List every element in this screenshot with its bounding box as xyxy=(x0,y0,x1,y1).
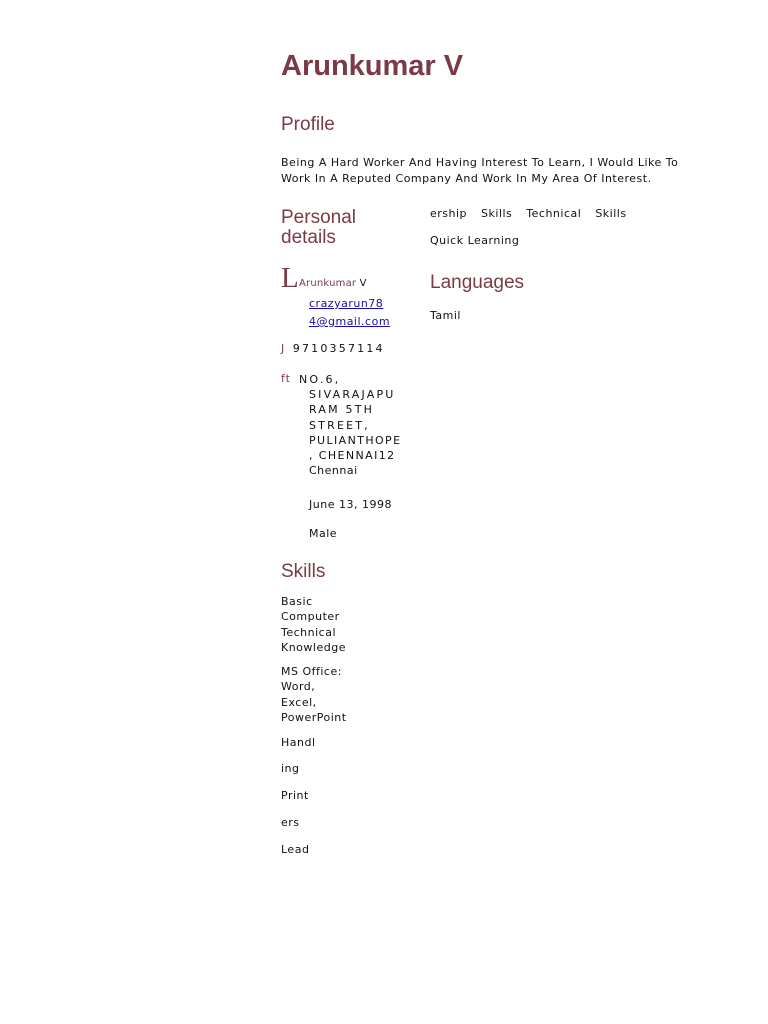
name-initial-glyph: L xyxy=(281,262,299,294)
skill-line: MS Office: xyxy=(281,665,342,678)
gender: Male xyxy=(309,527,338,540)
skill-line: Word, xyxy=(281,680,316,694)
address-line: Chennai xyxy=(309,464,358,478)
profile-text xyxy=(281,155,701,187)
right-skill-word: Skills xyxy=(595,207,627,220)
address-line: PULIANTHOPE xyxy=(309,433,402,447)
address-line: STREET, xyxy=(309,418,370,432)
address-line: SIVARAJAPU xyxy=(309,388,396,401)
profile-text-line: Being A Hard Worker And Having Interest To Learn, I Would Like To xyxy=(281,156,679,169)
languages-heading: Languages xyxy=(430,272,525,293)
address-block xyxy=(309,387,401,479)
personal-heading-line: Personal xyxy=(281,207,356,228)
profile-text-line: Work In A Reputed Company And Work In My Area Of Interest. xyxy=(281,172,652,185)
right-skill-word: ership xyxy=(430,207,468,220)
personal-heading-line: details xyxy=(281,227,336,248)
skill-line: Basic xyxy=(281,595,313,608)
personal-name xyxy=(299,276,367,292)
skill-line: Computer xyxy=(281,610,340,624)
date-of-birth: June 13, 1998 xyxy=(309,498,392,511)
skill-fragment: ers xyxy=(281,816,300,829)
personal-last-name: V xyxy=(359,278,367,289)
skill-line: PowerPoint xyxy=(281,710,347,724)
right-skill-word: Technical xyxy=(526,207,582,220)
address-line: , CHENNAI12 xyxy=(309,449,396,463)
skills-heading: Skills xyxy=(281,561,326,582)
skill-item xyxy=(281,594,346,655)
phone-icon: J xyxy=(281,342,285,355)
skill-fragment: Handl xyxy=(281,736,316,749)
skill-fragment: Print xyxy=(281,789,309,802)
address-line: NO.6, xyxy=(299,373,341,386)
address-first-line xyxy=(299,372,340,388)
quick-learning: Quick Learning xyxy=(430,234,520,247)
skill-fragment: ing xyxy=(281,762,300,775)
skill-line: Knowledge xyxy=(281,640,346,654)
phone-row xyxy=(281,341,385,357)
email-line[interactable]: 4@gmail.com xyxy=(309,315,391,328)
personal-first-name: Arunkumar xyxy=(299,278,357,289)
profile-heading: Profile xyxy=(281,114,335,135)
skill-fragment: Lead xyxy=(281,843,310,856)
skill-item xyxy=(281,664,347,725)
right-skills-line xyxy=(430,206,627,222)
language-item: Tamil xyxy=(430,309,461,322)
personal-details-heading xyxy=(281,208,356,248)
skill-line: Technical xyxy=(281,625,337,639)
address-line: RAM 5TH xyxy=(309,403,375,417)
email-link[interactable] xyxy=(309,296,390,330)
resume-name-title: Arunkumar V xyxy=(281,50,464,82)
right-skill-word: Skills xyxy=(481,207,513,220)
skill-line: Excel, xyxy=(281,695,317,709)
address-icon: ft xyxy=(281,372,291,385)
phone-number: 9710357114 xyxy=(292,342,385,355)
email-line[interactable]: crazyarun78 xyxy=(309,297,384,310)
